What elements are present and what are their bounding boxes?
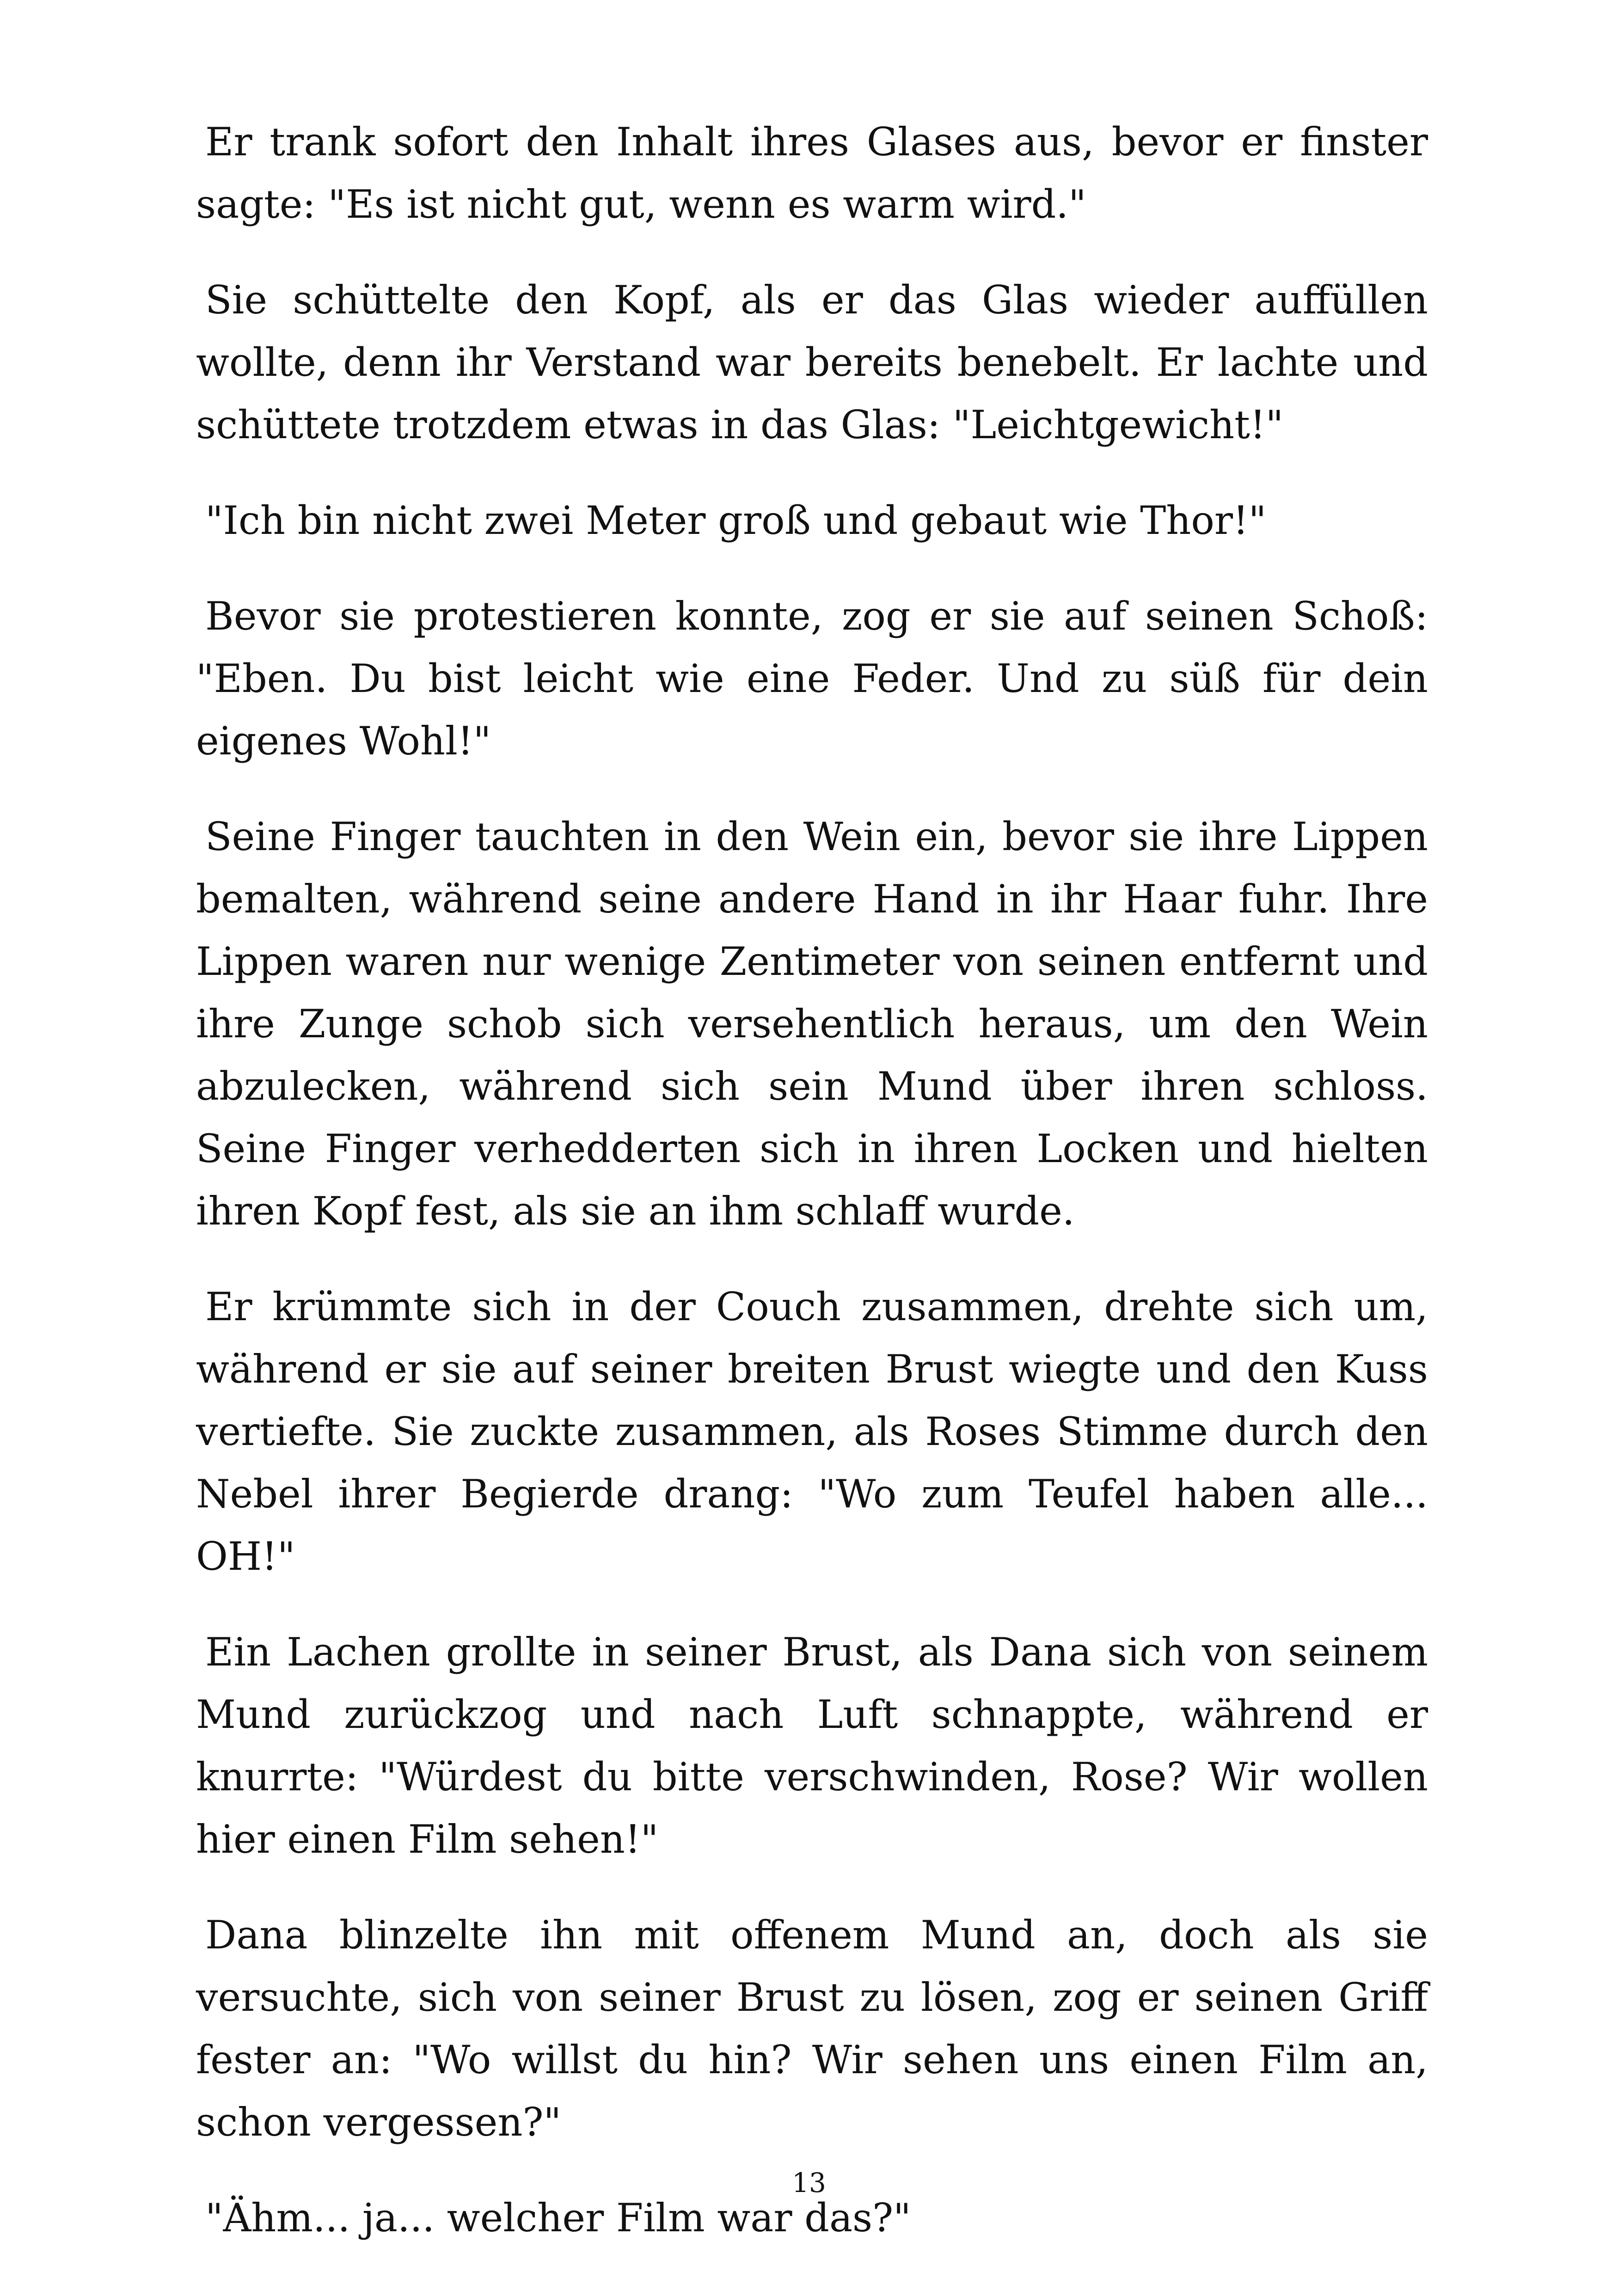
paragraph-9: "Ähm... ja... welcher Film war das?" <box>205 2195 911 2241</box>
paragraph-6: Er krümmte sich in der Couch zusammen, drehte sich um, während er sie auf seiner breiten Brust wiegte und den Kuss vertiefte. Sie zuckte zusammen, als Roses Stimme durch den Nebel ihrer Begierde drang: "Wo zum Teufel haben alle... OH!" <box>196 1284 1428 1579</box>
paragraph-8: Dana blinzelte ihn mit offenem Mund an, doch als sie versuchte, sich von seiner Brust zu lösen, zog er seinen Griff fester an: "Wo willst du hin? Wir sehen uns einen Film an, schon vergessen?" <box>196 1912 1428 2145</box>
paragraph-3: "Ich bin nicht zwei Meter groß und gebaut wie Thor!" <box>205 498 1267 543</box>
body-text <box>196 111 1428 2283</box>
page-number: 13 <box>792 2167 826 2198</box>
paragraph-4: Bevor sie protestieren konnte, zog er sie auf seinen Schoß: "Eben. Du bist leicht wie eine Feder. Und zu süß für dein eigenes Wohl!" <box>196 594 1428 764</box>
paragraph-7: Ein Lachen grollte in seiner Brust, als Dana sich von seinem Mund zurückzog und nach Luft schnappte, während er knurrte: "Würdest du bitte verschwinden, Rose? Wir wollen hier einen Film sehen!" <box>196 1629 1428 1862</box>
paragraph-2: Sie schüttelte den Kopf, als er das Glas wieder auffüllen wollte, denn ihr Verstand war bereits benebelt. Er lachte und schüttete trotzdem etwas in das Glas: "Leichtgewicht!" <box>196 277 1428 447</box>
paragraph-5: Seine Finger tauchten in den Wein ein, bevor sie ihre Lippen bemalten, während seine andere Hand in ihr Haar fuhr. Ihre Lippen waren nur wenige Zentimeter von seinen entfernt und ihre Zunge schob sich versehentlich heraus, um den Wein abzulecken, während sich sein Mund über ihren schloss. Seine Finger verhedderten sich in ihren Locken und hielten ihren Kopf fest, als sie an ihm schlaff wurde. <box>196 814 1428 1234</box>
paragraph-1: Er trank sofort den Inhalt ihres Glases aus, bevor er finster sagte: "Es ist nicht gut, wenn es warm wird." <box>196 119 1428 227</box>
